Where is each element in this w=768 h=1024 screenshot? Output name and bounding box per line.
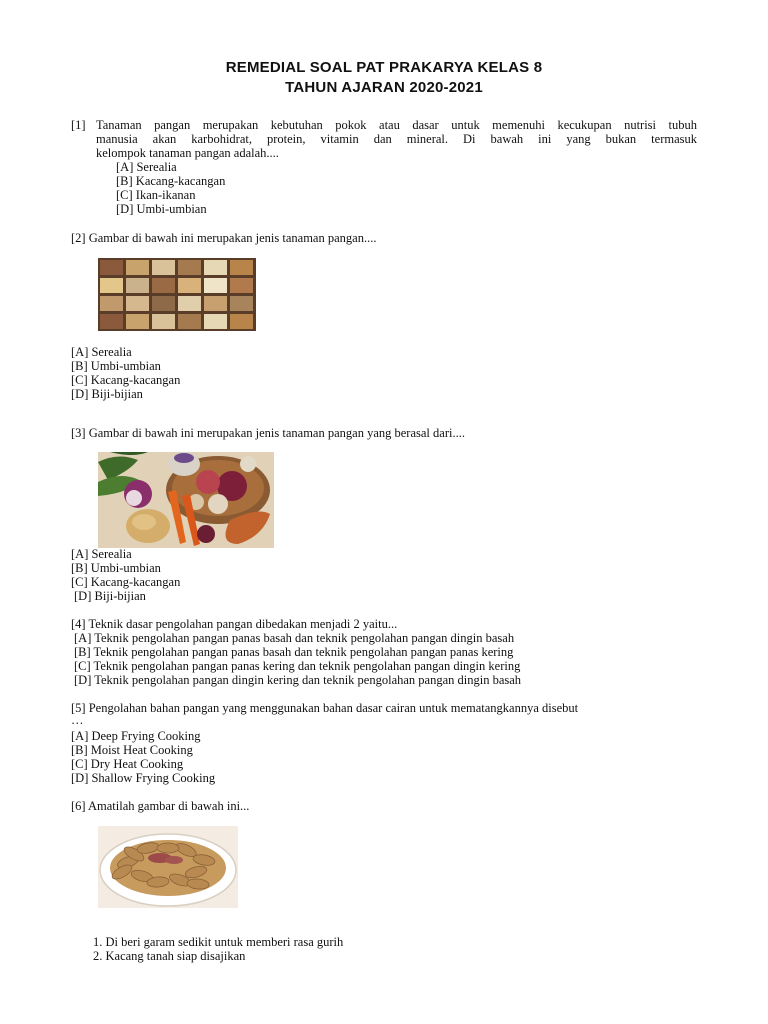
q5-text: [5] Pengolahan bahan pangan yang menggunakan bahan dasar cairan untuk mematangkannya disebut [71, 701, 579, 715]
q4-text: [4] Teknik dasar pengolahan pangan dibedakan menjadi 2 yaitu... [71, 617, 398, 631]
q4-option-b: [B] Teknik pengolahan pangan panas basah dan teknik pengolahan pangan panas kering [74, 645, 514, 659]
q5-option-a: [A] Deep Frying Cooking [71, 729, 201, 743]
grain-cell [152, 314, 175, 329]
tubers-illustration [98, 452, 274, 548]
peanut-shell [157, 843, 179, 853]
grain-cell [126, 278, 149, 293]
grain-cell [100, 314, 123, 329]
q3-text: [3] Gambar di bawah ini merupakan jenis tanaman pangan yang berasal dari.... [71, 426, 465, 440]
q6-step-1: 1. Di beri garam sedikit untuk memberi rasa gurih [93, 935, 344, 949]
q6-step-2: 2. Kacang tanah siap disajikan [93, 949, 246, 963]
q1-option-b: [B] Kacang-kacangan [116, 174, 226, 188]
grain-cell [100, 296, 123, 311]
q2-option-d: [D] Biji-bijian [71, 387, 143, 401]
peanuts-bowl-illustration [98, 826, 238, 908]
q3-option-a: [A] Serealia [71, 547, 132, 561]
q3-option-d: [D] Biji-bijian [74, 589, 146, 603]
q1-text-line1: Tanaman pangan merupakan kebutuhan pokok atau dasar untuk memenuhi kecukupan nutrisi tubuh [96, 118, 697, 132]
grain-cell [230, 278, 253, 293]
peanuts-image [98, 826, 238, 908]
grain-cell [100, 278, 123, 293]
q3-option-c: [C] Kacang-kacangan [71, 575, 181, 589]
q1-option-a: [A] Serealia [116, 160, 177, 174]
document-title: REMEDIAL SOAL PAT PRAKARYA KELAS 8 [225, 59, 543, 76]
grain-cell [152, 278, 175, 293]
q5-option-d: [D] Shallow Frying Cooking [71, 771, 216, 785]
tubers-image [98, 452, 274, 548]
q4-option-a: [A] Teknik pengolahan pangan panas basah dan teknik pengolahan pangan dingin basah [74, 631, 515, 645]
q2-option-c: [C] Kacang-kacangan [71, 373, 181, 387]
q1-option-c: [C] Ikan-ikanan [116, 188, 196, 202]
grain-cell [178, 314, 201, 329]
q5-option-b: [B] Moist Heat Cooking [71, 743, 193, 757]
grain-cell [204, 260, 227, 275]
grain-cell [178, 278, 201, 293]
grain-cell [152, 296, 175, 311]
q3-option-b: [B] Umbi-umbian [71, 561, 161, 575]
q5-option-c: [C] Dry Heat Cooking [71, 757, 184, 771]
grain-cell [100, 260, 123, 275]
grain-cell [126, 260, 149, 275]
grain-cell [204, 296, 227, 311]
grain-cell [230, 296, 253, 311]
q4-option-c: [C] Teknik pengolahan pangan panas kering dan teknik pengolahan pangan dingin kering [74, 659, 521, 673]
q4-option-d: [D] Teknik pengolahan pangan dingin kering dan teknik pengolahan pangan dingin basah [74, 673, 522, 687]
grain-cell [178, 296, 201, 311]
grain-cell [126, 314, 149, 329]
grain-cell [152, 260, 175, 275]
q1-text-line2: manusia akan karbohidrat, protein, vitamin dan mineral. Di bawah ini yang bukan termasuk [96, 132, 697, 146]
grain-cell [204, 278, 227, 293]
document-subtitle: TAHUN AJARAN 2020-2021 [285, 79, 483, 96]
grain-cell [230, 260, 253, 275]
grain-cell [178, 260, 201, 275]
q6-text: [6] Amatilah gambar di bawah ini... [71, 799, 250, 813]
grains-image [98, 258, 256, 331]
grain-cell [230, 314, 253, 329]
grain-cell [126, 296, 149, 311]
q5-text-continuation: … [71, 713, 84, 727]
q2-option-a: [A] Serealia [71, 345, 132, 359]
grains-grid-illustration [98, 258, 256, 331]
q1-text-line3: kelompok tanaman pangan adalah.... [96, 146, 279, 160]
q1-number: [1] [71, 118, 86, 132]
grain-cell [204, 314, 227, 329]
q2-option-b: [B] Umbi-umbian [71, 359, 161, 373]
q1-option-d: [D] Umbi-umbian [116, 202, 207, 216]
q2-text: [2] Gambar di bawah ini merupakan jenis tanaman pangan.... [71, 231, 377, 245]
